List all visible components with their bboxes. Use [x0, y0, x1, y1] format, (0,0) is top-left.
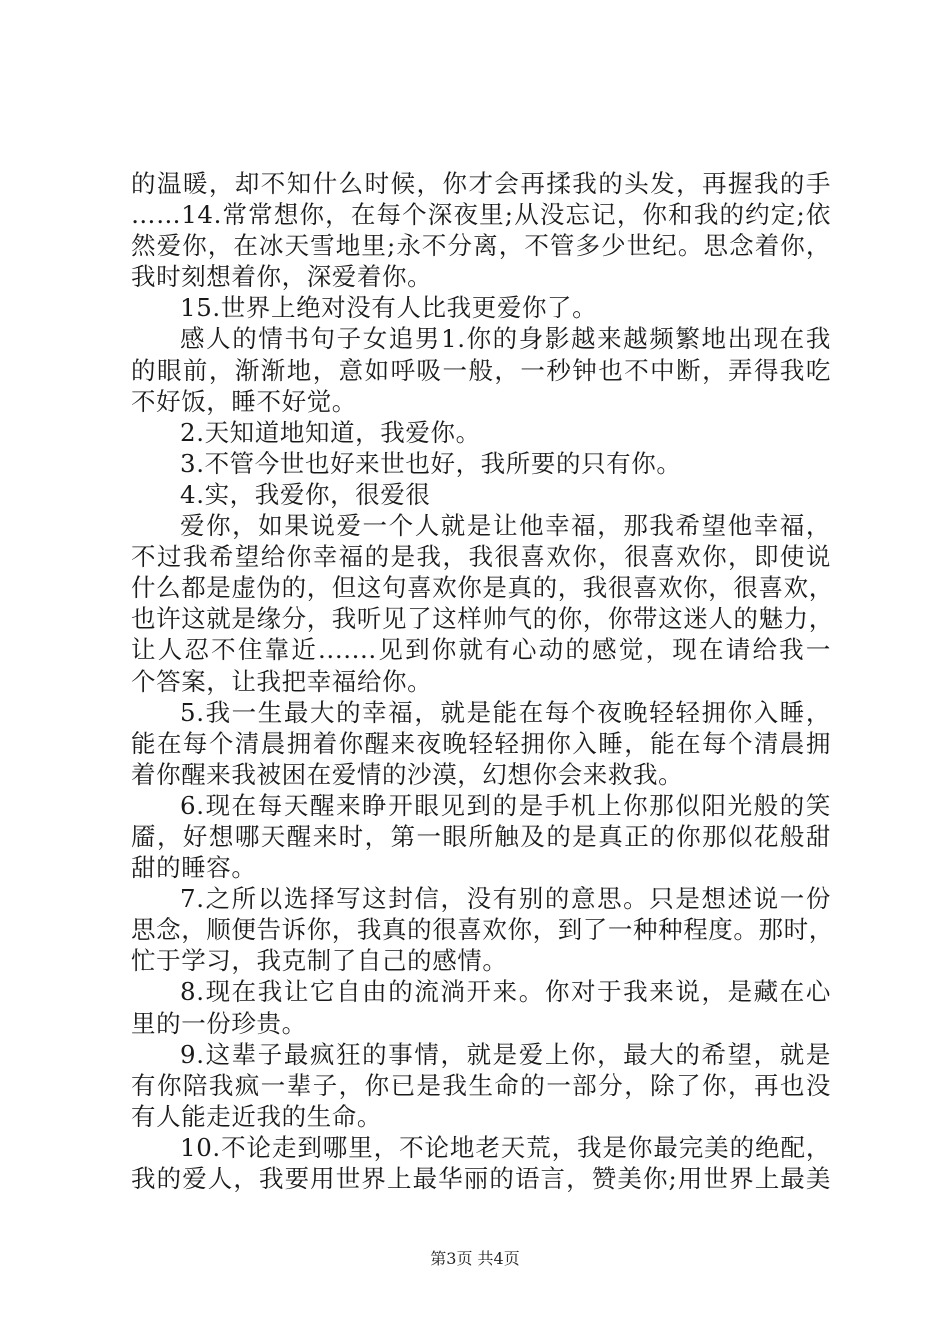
text-line: 3.不管今世也好来世也好，我所要的只有你。 — [180, 448, 682, 478]
text-line: 甜的睡容。 — [131, 853, 257, 883]
text-line: 也许这就是缘分，我听见了这样帅气的你，你带这迷人的魅力， — [131, 604, 834, 634]
text-line: 我时刻想着你，深爱着你。 — [131, 262, 433, 292]
text-line: 不过我希望给你幸福的是我，我很喜欢你，很喜欢你，即使说 — [131, 542, 831, 572]
page-number-label: 第3页 共4页 — [430, 1249, 520, 1268]
text-line: 然爱你，在冰天雪地里;永不分离，不管多少世纪。思念着你， — [131, 231, 831, 261]
text-line: 感人的情书句子女追男1.你的身影越来越频繁地出现在我 — [180, 324, 831, 354]
text-line: 7.之所以选择写这封信，没有别的意思。只是想述说一份 — [180, 884, 831, 914]
text-line: 有人能走近我的生命。 — [131, 1101, 382, 1131]
text-line: 什么都是虚伪的，但这句喜欢你是真的，我很喜欢你，很喜欢， — [131, 573, 834, 603]
text-line: 9.这辈子最疯狂的事情，就是爱上你，最大的希望，就是 — [180, 1039, 831, 1069]
text-line: 让人忍不住靠近.......见到你就有心动的感觉，现在请给我一 — [131, 635, 831, 665]
text-line: 我的爱人，我要用世界上最华丽的语言，赞美你;用世界上最美 — [131, 1164, 831, 1193]
text-line: 着你醒来我被困在爱情的沙漠，幻想你会来救我。 — [131, 759, 684, 789]
text-line: 个答案，让我把幸福给你。 — [131, 666, 433, 696]
text-line: 里的一份珍贵。 — [131, 1008, 307, 1038]
text-line: 15.世界上绝对没有人比我更爱你了。 — [180, 293, 598, 323]
text-line: 6.现在每天醒来睁开眼见到的是手机上你那似阳光般的笑 — [180, 790, 831, 820]
page-footer — [0, 1246, 950, 1269]
text-line: 的温暖，却不知什么时候，你才会再揉我的头发，再握我的手 — [131, 169, 831, 198]
text-line: 有你陪我疯一辈子，你已是我生命的一部分，除了你，再也没 — [131, 1070, 831, 1100]
text-line: 忙于学习，我克制了自己的感情。 — [131, 946, 508, 976]
text-line: 4.实，我爱你，很爱很 — [180, 479, 431, 509]
text-line: 爱你，如果说爱一个人就是让他幸福，那我希望他幸福， — [180, 511, 831, 541]
text-line: 不好饭，睡不好觉。 — [131, 386, 357, 416]
text-line: 能在每个清晨拥着你醒来夜晚轻轻拥你入睡，能在每个清晨拥 — [131, 728, 831, 758]
text-line: 思念，顺便告诉你，我真的很喜欢你，到了一种种程度。那时， — [131, 915, 834, 945]
text-line: 10.不论走到哪里，不论地老天荒，我是你最完美的绝配， — [180, 1132, 831, 1162]
text-line: 靥，好想哪天醒来时，第一眼所触及的是真正的你那似花般甜 — [131, 821, 831, 851]
text-line: ……14.常常想你，在每个深夜里;从没忘记，你和我的约定;依 — [131, 200, 831, 230]
document-body — [131, 168, 834, 1194]
text-line: 8.现在我让它自由的流淌开来。你对于我来说，是藏在心 — [180, 977, 831, 1007]
text-line: 2.天知道地知道，我爱你。 — [180, 417, 481, 447]
text-line: 5.我一生最大的幸福，就是能在每个夜晚轻轻拥你入睡， — [180, 697, 831, 727]
text-line: 的眼前，渐渐地，意如呼吸一般，一秒钟也不中断，弄得我吃 — [131, 355, 831, 385]
